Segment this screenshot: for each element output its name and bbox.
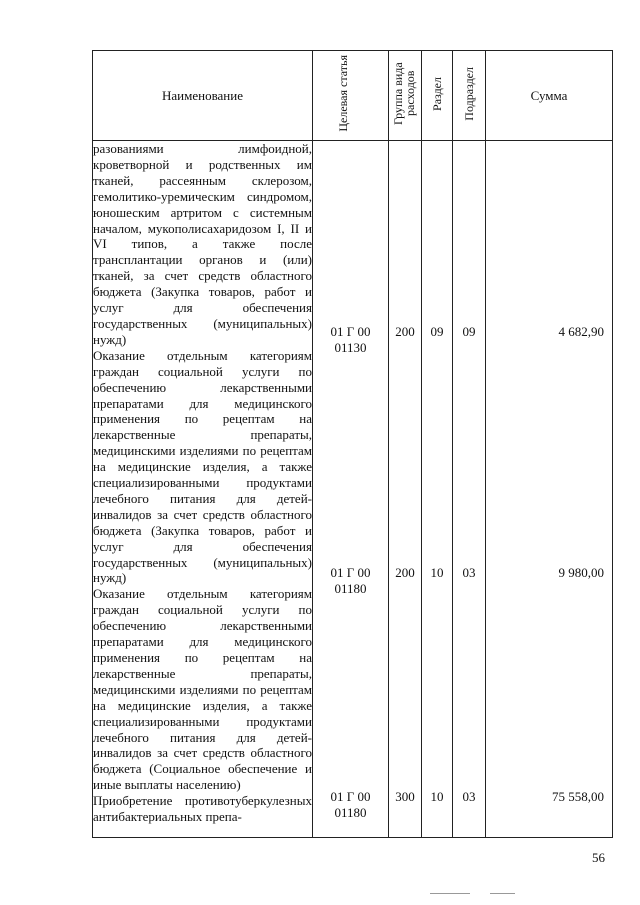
subsection-column <box>453 141 486 838</box>
entry-text: разованиями лимфоидной, кроветворной и родственных им тканей, рассеянным склерозом, гемолитико-уремическим синдромом, юношеским артритом с системным началом, мукополисахаридозом I, II и VI типов, а также после трансплантации органов и (или) тканей, за счет средств областного бюджета (Закупка товаров, работ и услуг для обеспечения государственных (муниципальных) нужд) <box>93 141 312 347</box>
page-number: 56 <box>592 850 605 865</box>
section-value: 10 <box>430 565 444 580</box>
entry-text: Оказание отдельным категориям граждан социальной услуги по обеспечению лекарственными препаратами для медицинского применения по рецептам на лекарственные препараты, медицинскими изделиями по рецептам на медицинские изделия, а также специализированными продуктами лечебного питания для детей-инвалидов за счет средств областного бюджета (Закупка товаров, работ и услуг для обеспечения государственных (муниципальных) нужд) <box>93 347 312 586</box>
amount-value: 4 682,90 <box>558 324 604 339</box>
group-column <box>389 141 422 838</box>
subsection-value: 03 <box>462 789 476 804</box>
budget-table <box>92 50 613 838</box>
scan-artifact <box>430 893 470 894</box>
target-column <box>313 141 389 838</box>
header-expense-group: Группа вида расходов <box>391 62 417 125</box>
entry-text: Приобретение противотуберкулезных антибактериальных препа- <box>93 793 312 825</box>
expense-group-value: 300 <box>395 789 415 804</box>
amount-value: 75 558,00 <box>552 789 604 804</box>
header-target: Целевая статья <box>335 55 350 132</box>
header-amount: Сумма <box>486 51 613 141</box>
amount-column <box>486 141 613 838</box>
table-header-row <box>93 51 613 141</box>
entry-text: Оказание отдельным категориям граждан социальной услуги по обеспечению лекарственными препаратами для медицинского применения по рецептам на лекарственные препараты, медицинскими изделиями по рецептам на медицинские изделия, а также специализированными продуктами лечебного питания для детей-инвалидов за счет средств областного бюджета (Социальное обеспечение и иные выплаты населению) <box>93 586 312 793</box>
amount-value: 9 980,00 <box>558 565 604 580</box>
name-column <box>93 141 313 838</box>
target-code: 01 Г 00 01130 <box>330 324 371 355</box>
section-value: 09 <box>430 324 444 339</box>
header-name: Наименование <box>93 51 313 141</box>
table-body-row <box>93 141 613 838</box>
expense-group-value: 200 <box>395 324 415 339</box>
subsection-value: 03 <box>462 565 476 580</box>
header-subsection: Подраздел <box>462 66 476 121</box>
expense-group-value: 200 <box>395 565 415 580</box>
section-column <box>422 141 453 838</box>
scan-artifact <box>490 893 515 894</box>
header-section: Раздел <box>430 76 444 111</box>
target-code: 01 Г 00 01180 <box>330 789 371 820</box>
target-code: 01 Г 00 01180 <box>330 565 371 596</box>
section-value: 10 <box>430 789 444 804</box>
subsection-value: 09 <box>462 324 476 339</box>
